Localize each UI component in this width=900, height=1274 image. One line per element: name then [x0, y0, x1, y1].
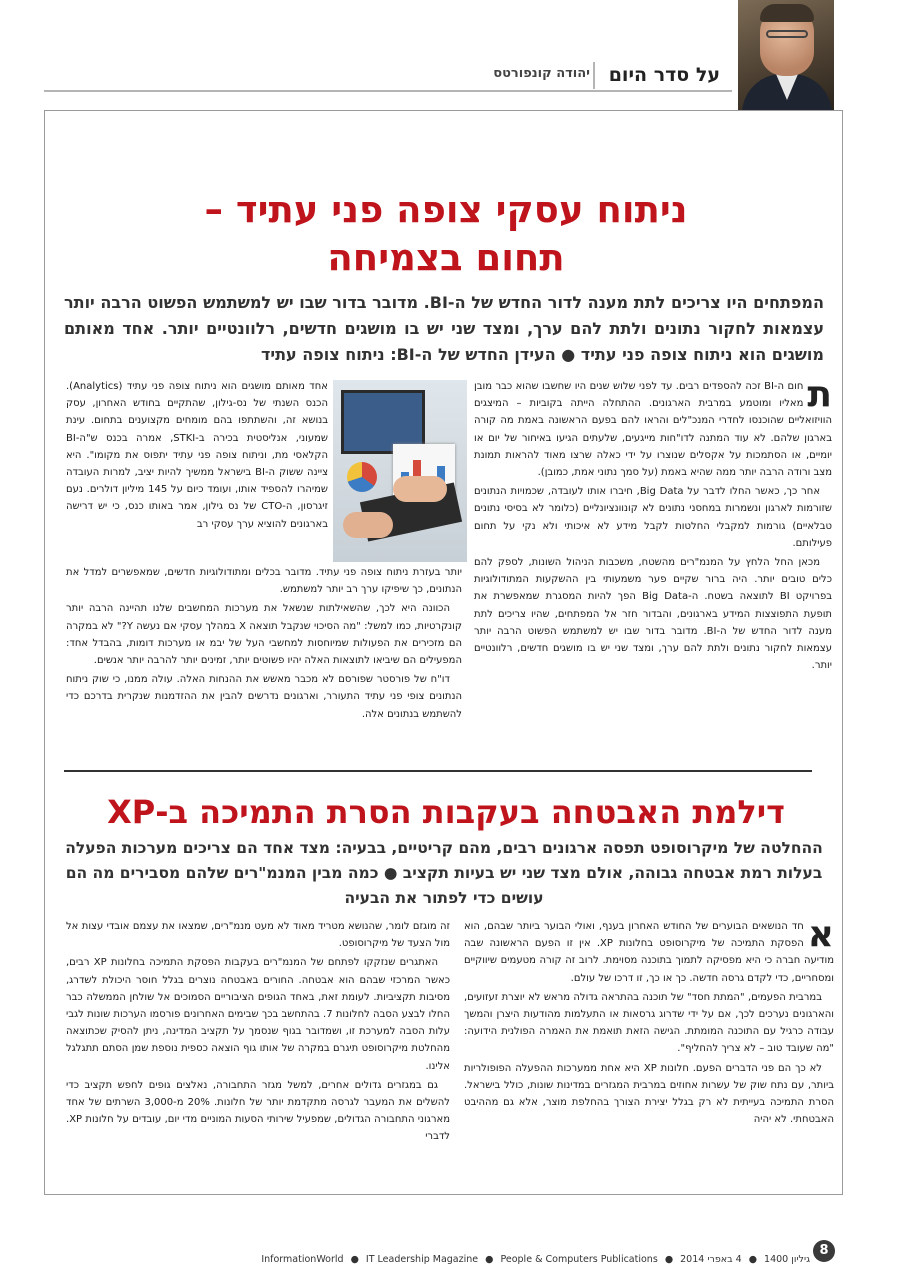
page-footer: גיליון 1400 ● 4 באפרי 2014 ● InformationWorld ● IT Leadership Magazine ● People & Computers Publications	[261, 1254, 810, 1265]
header-rule	[44, 90, 732, 92]
article2-column-left	[66, 918, 450, 1180]
article2-lead: ההחלטה של מיקרוסופט תפסה ארגונים רבים, מהם קריטיים, בבעיה: מצד אחד הם צריכים מערכות הפעלה בעלות רמת אבטחה גבוהה, אולם מצד שני יש בעיות תקציב ● כמה מבין המנמ"רים שלהם מסבירים מה הם עושים כדי לפתור את הבעיה	[65, 839, 823, 907]
article1-headline	[70, 186, 822, 282]
dropcap: ת	[807, 374, 832, 415]
article1-column-left-bottom	[66, 564, 462, 760]
paragraph: מכאן החל הלחץ על המנמ"רים מהשטח, משכבות הניהול השונות, לספק להם כלים טובים יותר. היה ברור שקיים פער משמעותי בין ההשקעות המתודולוגיות בפרויקט BI לתוצאה בשטח. ה-Big Data הפך להיות המסגרת שמאפשרת את תופעת התפוצצות המידע בארגונים, והבדור חזר אל המפתחים, שהיו צריכים לתת מענה לדור החדש של ה-BI. מדובר בדור שבו יש למשתמש הפשוט הרבה יותר עצמאות לחקור נתונים ולתת להם ערך, ומצד שני יש בו מושגים חדשים, רלוונטיים יותר.	[474, 557, 833, 672]
paragraph: לא כך הם פני הדברים הפעם. חלונות XP היא אחת ממערכות ההפעלה הפופולריות ביותר, עם נתח שוק של עשרות אחוזים במרבית המגזרים במדינות שונות, כולל בישראל. הסרת התמיכה בעייתית לא רק בגלל יצירת הצורך בהחלפת מוצר, אלא גם מההיבט האבטחתי. לא יהיה	[464, 1062, 834, 1126]
paragraph: יותר בעזרת ניתוח צופה פני עתיד. מדובר בכלים ומתודולוגיות חדשים, שמאפשרים למדל את הנתונים, כך שיפיקו ערך רב יותר למשתמש.	[66, 567, 462, 596]
paragraph: ת חום ה-BI זכה להספדים רבים. עד לפני שלוש שנים היו שחשבו שהוא כבר מובן מאליו ומוטמע במרבית הארגונים. ההתחלה הייתה בקוביות – המיצגים הוויזואליים שהוכנסו לחדרי המנכ"לים והראו להם בפעם הראשונה באמת מה קורה בארגון שלהם. לא עוד המתנה לדו"חות מייגעים, שלעתים הגיעו באיחור של יום או יומיים, או הסתמכות על אקסלים שנוצרו על ידי כאלה שרצו מאוד להראות תמונת מצב ורודה הרבה יותר ממה שהיא באמת (על סמך נתוני אמת, כמובן).	[474, 374, 832, 479]
paragraph: אחד מאותם מושגים הוא ניתוח צופה פני עתיד (Analytics). הכנס השנתי של נס-גילון, שהתקיים בחודש האחרון, עסק בנושא זה, והשתתפו בהם מומחים מקצוענים בתחום. עינת שמעוני, אנליסטית בכירה ב-STKI, אמרה בכנס ש"ה-BI הקלאסי מת, וניתוח צופה פני עתיד יתפוס את מקומו". היא ציינה ששוק ה-BI בישראל ממשיך להיות יציב, למרות העובדה שמיהרו להספיד אותו, ועומד כיום על 145 מיליון דולרים. נעם זיגרסון, ה-CTO של נס גילון, אמר באותו כנס, כי יש דרישה בארגונים להוציא ערך עסקי רב	[66, 381, 328, 530]
article1-lead: המפתחים היו צריכים לתת מענה לדור החדש של ה-BI. מדובר בדור שבו יש למשתמש הפשוט הרבה יותר עצמאות לחקור נתונים ולתת להם ערך, ומצד שני יש בו מושגים חדשים, רלוונטיים יותר. אחד מאותם מושגים הוא ניתוח צופה פני עתיד ● העידן החדש של ה-BI: ניתוח צופה עתיד	[64, 293, 824, 364]
paragraph: א חד הנושאים הבוערים של החודש האחרון בענף, ואולי הבוער ביותר שבהם, הוא הפסקת התמיכה של מיקרוסופט בחלונות XP. אין זו הפעם הראשונה שבה מודיעה חברה כי היא מפסיקה לתמוך בתוכנה מסוימת. לרוב זה קורה מטעמים שיווקיים ומסחריים, כדי לקדם גרסה חדשה. כך או כך, זו דרכו של עולם.	[464, 914, 834, 984]
issue-number: גיליון 1400	[764, 1254, 810, 1265]
article2-column-right	[464, 914, 834, 1180]
article2-headline: דילמת האבטחה בעקבות הסרת התמיכה ב-XP	[107, 793, 785, 831]
section-title: על סדר היום	[593, 62, 732, 89]
page-number: 8	[813, 1240, 835, 1262]
paragraph: אחר כך, כאשר החלו לדבר על Big Data, חיברו אותו לעובדה, שכמויות הנתונים שזורמות לארגון ונשמרות במחסני נתונים לא קונוונציונליים (כלומר לא בסיסי נתונים טבלאיים) גורמות למקבלי החלטות לקבל מידע לא איכותי ולא נקי על תחום פעילותם.	[474, 486, 832, 549]
brand-informationworld: InformationWorld	[261, 1254, 344, 1265]
headline-line2: תחום בצמיחה	[327, 236, 565, 279]
issue-date: 4 באפרי 2014	[680, 1254, 742, 1265]
author-photo	[738, 0, 834, 110]
article1-column-right	[474, 374, 833, 758]
brand-it-leadership: IT Leadership Magazine	[365, 1254, 479, 1265]
paragraph: גם במגזרים גדולים אחרים, למשל מגזר התחבורה, נאלצים גופים לחפש תקציב כדי להשלים את המעבר לגרסה מתקדמת יותר של חלונות. 20% מ-3,000 השרתים של אחד מארגוני התחבורה הגדולים, שמפעיל שירותי הסעות המוניים מדי יום, עובדים על חלונות XP. לדברי	[66, 1079, 450, 1143]
brand-publisher: People & Computers Publications	[500, 1254, 658, 1265]
headline-line1: ניתוח עסקי צופה פני עתיד –	[204, 188, 688, 231]
paragraph: הכוונה היא לכך, שהשאילתות שנשאל את מערכות המחשבים שלנו תהיינה הרבה יותר קונקרטיות, כמו למשל: "מה הסיכוי שנקבל תוצאה X במהלך עסקי אם נעשה Y?" לא במקרה הם מזכירים את הפעולות שמיוחסות למחשבי העל של יבמ או מערכות דומות, בהבדל אחד: המפעילים הם שיביאו לתוצאות האלה יהיו פשוטים יותר, זמינים יותר להרבה יותר אנשים.	[66, 603, 462, 667]
paragraph: האתגרים שנזקקו לפתחם של המנמ"רים בעקבות הפסקת התמיכה בחלונות XP רבים, כאשר המרכזי שבהם הוא אבטחה. החורים באבטחה נוצרים בגלל חוסר היכולת לשדרג, מסיבות תקציביות. לעומת זאת, באחד הגופים הציבוריים הסמוכים אל שולחן הממשלה כבר החלו לבצע הסבה לחלונות 7. בהתחשב בכך שבימים האחרונים פורסמו הערכות שונות לגבי עלות הסבה למערכת זו, ושמדובר בגוף שנסמך על תקציב המדינה, ניתן להסיק שכתוצאה מהחלטת מיקרוסופט תיגרם במקרה של אותו גוף הוצאה כספית נוספת שמן הסתם תתגלגל אלינו.	[66, 957, 450, 1072]
office-analytics-photo	[333, 380, 467, 562]
paragraph: זה מוגזם לומר, שהנושא מטריד מאוד לא מעט מנמ"רים, שמצאו את עצמם אובדי עצות אל מול הצעד של מיקרוסופט.	[66, 921, 450, 950]
article-divider	[64, 770, 812, 772]
section-header	[44, 62, 732, 89]
dropcap: א	[807, 914, 834, 955]
author-name: יהודה קונפורטס	[493, 66, 590, 81]
article1-column-left-top	[66, 378, 328, 564]
paragraph: דו"ח של פורסטר שפורסם לא מכבר מאשש את ההנחות האלה. עולה ממנו, כי שוק ניתוח הנתונים צופי פני עתיד התעורר, וארגונים נדרשים להבין את ההזדמנות שנקרית בדרכם כדי להשתמש בנתונים אלה.	[66, 674, 462, 720]
paragraph: במרבית הפעמים, "המתת חסד" של תוכנה בהתראה גדולה מראש לא יוצרת זעזועים, והארגונים נערכים לכך, אם על ידי שדרוג גרסאות או התעלמות מהודעות היצרן והמשך עבודה כרגיל עם התוכנה המומתת. הגישה הזאת תואמת את האמרה הפולנית הידועה: "מה שעובד טוב – לא צריך להחליף".	[464, 991, 834, 1055]
